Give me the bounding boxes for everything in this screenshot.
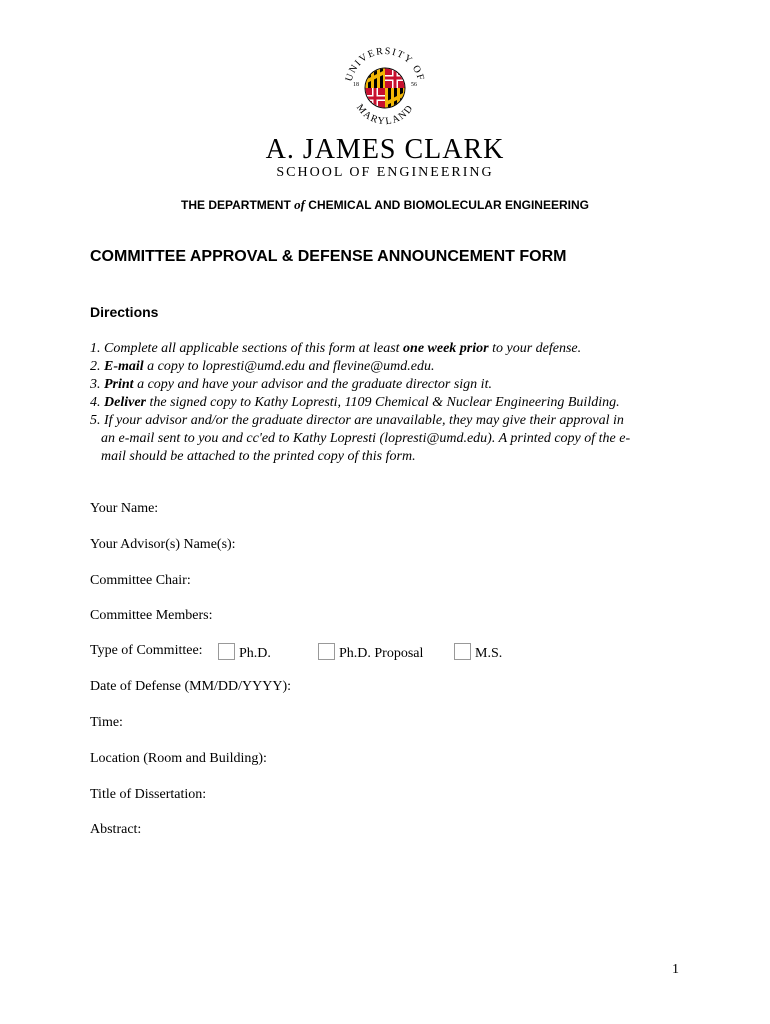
location-label: Location (Room and Building):: [90, 751, 267, 766]
direction-item-5-line-1: 5. If your advisor and/or the graduate director are unavailable, they may give their approval in: [90, 413, 624, 428]
department-prefix: THE DEPARTMENT: [181, 198, 295, 212]
school-name-line1: A. JAMES CLARK: [265, 134, 505, 165]
page-number: 1: [672, 962, 679, 977]
department-name: [0, 197, 770, 213]
committee-type-option-phd-proposal[interactable]: [318, 643, 423, 662]
abstract-label: Abstract:: [90, 822, 142, 837]
seal-graphic: [337, 40, 433, 136]
form-title: COMMITTEE APPROVAL & DEFENSE ANNOUNCEMENT FORM: [90, 248, 567, 265]
direction-4-number: 4.: [90, 395, 104, 410]
committee-chair-label: Committee Chair:: [90, 573, 191, 588]
direction-3-text: a copy and have your advisor and the graduate director sign it.: [133, 377, 492, 392]
your-name-label: Your Name:: [90, 501, 159, 516]
seal-bottom-text: MARYLAND: [353, 102, 416, 128]
phd-checkbox[interactable]: [218, 643, 235, 660]
direction-item-5-line-2: an e-mail sent to you and cc'ed to Kathy Lopresti (lopresti@umd.edu). A printed copy of the e-: [101, 431, 631, 446]
university-seal-logo: [337, 40, 433, 136]
committee-type-option-ms[interactable]: [454, 643, 502, 662]
directions-heading: Directions: [90, 304, 159, 320]
phd-proposal-option-label: Ph.D. Proposal: [339, 646, 424, 661]
committee-type-option-phd[interactable]: [218, 643, 271, 662]
time-label: Time:: [90, 715, 123, 730]
direction-item-4: [90, 394, 680, 412]
direction-item-3: [90, 376, 680, 394]
direction-4-text: the signed copy to Kathy Lopresti, 1109 Chemical & Nuclear Engineering Building.: [145, 395, 620, 410]
school-name-line2: SCHOOL OF ENGINEERING: [276, 165, 494, 180]
committee-members-label: Committee Members:: [90, 608, 213, 623]
dissertation-title-label: Title of Dissertation:: [90, 787, 207, 802]
direction-item-5-line-3: mail should be attached to the printed copy of this form.: [101, 449, 416, 464]
ms-option-label: M.S.: [475, 646, 503, 661]
seal-top-text: UNIVERSITY OF: [343, 45, 427, 83]
direction-2-number: 2.: [90, 359, 104, 374]
direction-3-emphasis: Print: [104, 377, 134, 392]
direction-1-text-a: 1. Complete all applicable sections of this form at least: [90, 341, 404, 356]
advisor-names-label: Your Advisor(s) Name(s):: [90, 537, 236, 552]
direction-4-emphasis: Deliver: [104, 395, 146, 410]
direction-1-emphasis: one week prior: [403, 341, 489, 356]
department-of: of: [294, 197, 305, 212]
directions-list: [90, 340, 680, 466]
maryland-crest-icon: [365, 68, 405, 108]
phd-proposal-checkbox[interactable]: [318, 643, 335, 660]
direction-item-1: [90, 340, 680, 358]
department-suffix: CHEMICAL AND BIOMOLECULAR ENGINEERING: [304, 198, 589, 212]
ms-checkbox[interactable]: [454, 643, 471, 660]
direction-2-text: a copy to lopresti@umd.edu and flevine@umd.edu.: [143, 359, 435, 374]
defense-date-label: Date of Defense (MM/DD/YYYY):: [90, 679, 292, 694]
seal-year-left: 18: [353, 82, 359, 88]
direction-1-text-c: to your defense.: [488, 341, 582, 356]
committee-type-label: Type of Committee:: [90, 643, 203, 658]
direction-3-number: 3.: [90, 377, 104, 392]
phd-option-label: Ph.D.: [239, 646, 271, 661]
seal-year-right: 56: [411, 82, 417, 88]
direction-item-2: [90, 358, 680, 376]
direction-2-emphasis: E-mail: [104, 359, 144, 374]
